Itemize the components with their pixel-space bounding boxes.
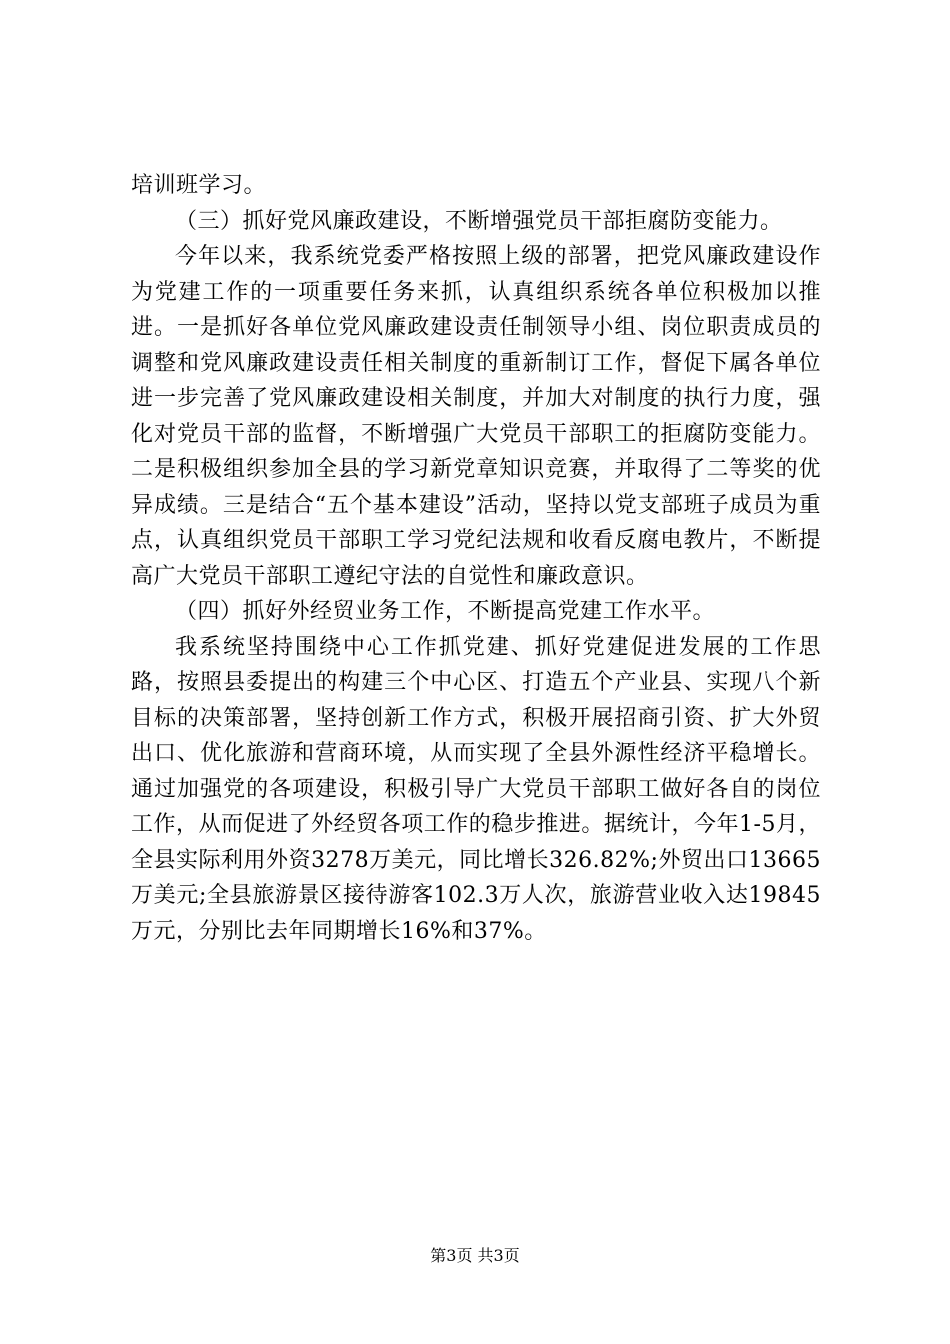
paragraph-anticorruption: 今年以来，我系统党委严格按照上级的部署，把党风廉政建设作为党建工作的一项重要任务来抓，认真组织系统各单位积极加以推进。一是抓好各单位党风廉政建设责任制领导小组、岗位职责成员的调整和党风廉政建设责任相关制度的重新制订工作，督促下属各单位进一步完善了党风廉政建设相关制度，并加大对制度的执行力度，强化对党员干部的监督，不断增强广大党员干部职工的拒腐防变能力。二是积极组织参加全县的学习新党章知识竞赛，并取得了二等奖的优异成绩。三是结合“五个基本建设”活动，坚持以党支部班子成员为重点，认真组织党员干部职工学习党纪法规和收看反腐电教片，不断提高广大党员干部职工遵纪守法的自觉性和廉政意识。 — [131, 244, 821, 589]
section-heading-three: （三）抓好党风廉政建设，不断增强党员干部拒腐防变能力。 — [175, 208, 783, 234]
paragraph-foreign-trade: 我系统坚持围绕中心工作抓党建、抓好党建促进发展的工作思路，按照县委提出的构建三个中心区、打造五个产业县、实现八个新目标的决策部署，坚持创新工作方式，积极开展招商引资、扩大外贸出口、优化旅游和营商环境，从而实现了全县外源性经济平稳增长。通过加强党的各项建设，积极引导广大党员干部职工做好各自的岗位工作，从而促进了外经贸各项工作的稳步推进。据统计，今年1-5月，全县实际利用外资3278万美元，同比增长326.82%;外贸出口13665万美元;全县旅游景区接待游客102.3万人次，旅游营业收入达19845万元，分别比去年同期增长16%和37%。 — [131, 634, 821, 944]
paragraph-continuation: 培训班学习。 — [131, 173, 267, 198]
document-body — [131, 168, 821, 949]
page-footer: 第3页 共3页 — [430, 1246, 520, 1265]
section-heading-four: （四）抓好外经贸业务工作，不断提高党建工作水平。 — [175, 599, 716, 624]
